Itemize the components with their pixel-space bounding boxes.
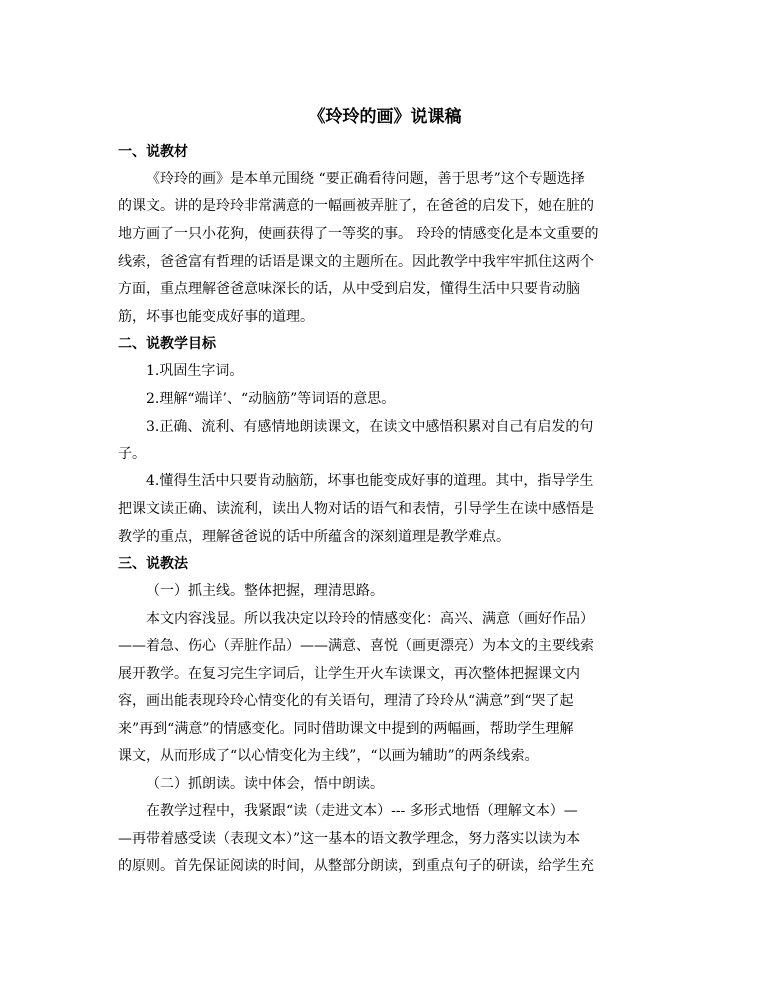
paragraph-line: 的课文。讲的是玲玲非常满意的一幅画被弄脏了，在爸爸的启发下，她在脏的 [118,198,594,214]
paragraph-line: 展开教学。在复习完生字词后，让学生开火车读课文，再次整体把握课文内 [118,666,580,682]
document-title: 《玲玲的画》说课稿 [308,107,462,127]
section-heading-teaching-methods: 三、说教法 [118,556,188,572]
list-item: 3.正确、流利、有感情地朗读课文，在读文中感悟积累对自己有启发的句 [146,419,594,435]
list-item: 2.理解“端详’、“动脑筋”等词语的意思。 [146,391,396,407]
paragraph-line: 《玲玲的画》是本单元围绕 “要正确看待问题，善于思考”这个专题选择 [146,171,585,187]
paragraph-line: 地方画了一只小花狗，使画获得了一等奖的事。 玲玲的情感变化是本文重要的 [118,226,599,242]
paragraph-line: 的原则。首先保证阅读的时间，从整部分朗读，到重点句子的研读，给学生充 [118,858,594,874]
paragraph-line: 筋，坏事也能变成好事的道理。 [118,309,314,325]
list-item: 4.懂得生活中只要肯动脑筋，坏事也能变成好事的道理。其中，指导学生 [146,473,594,489]
subheading: （二）抓朗读。读中体会，悟中朗读。 [146,776,384,792]
paragraph-line: 本文内容浅显。所以我决定以玲玲的情感变化：高兴、满意（画好作品） [146,611,594,627]
paragraph-line: 教学的重点，理解爸爸说的话中所蕴含的深刻道理是教学难点。 [118,529,510,545]
section-heading-teaching-goals: 二、说教学目标 [118,336,216,352]
paragraph-line: 来”再到“满意”的情感变化。同时借助课文中提到的两幅画，帮助学生理解 [118,721,574,737]
paragraph-line: 课文，从而形成了“以心情变化为主线”，“以画为辅助”的两条线索。 [118,748,539,764]
paragraph-line: —再带着感受读（表现文本）”这一基本的语文教学理念，努力落实以读为本 [118,831,581,847]
paragraph-line: 方面，重点理解爸爸意味深长的话，从中受到启发，懂得生活中只要肯动脑 [118,281,580,297]
paragraph-line: 把课文读正确、读流利，读出人物对话的语气和表情，引导学生在读中感悟是 [118,501,594,517]
paragraph-line: 线索，爸爸富有哲理的话语是课文的主题所在。因此教学中我牢牢抓住这两个 [118,254,594,270]
paragraph-line: 容，画出能表现玲玲心情变化的有关语句，理清了玲玲从“满意”到“哭了起 [118,693,574,709]
paragraph-line: 子。 [118,446,146,462]
paragraph-line: 在教学过程中，我紧跟“读（走进文本）--- 多形式地悟（理解文本）— [146,803,578,819]
list-item: 1.巩固生字词。 [146,363,244,379]
paragraph-line: ——着急、伤心（弄脏作品）——满意、喜悦（画更漂亮）为本文的主要线索 [118,638,594,654]
section-heading-teaching-material: 一、说教材 [118,144,188,160]
subheading: （一）抓主线。整体把握，理清思路。 [146,583,384,599]
